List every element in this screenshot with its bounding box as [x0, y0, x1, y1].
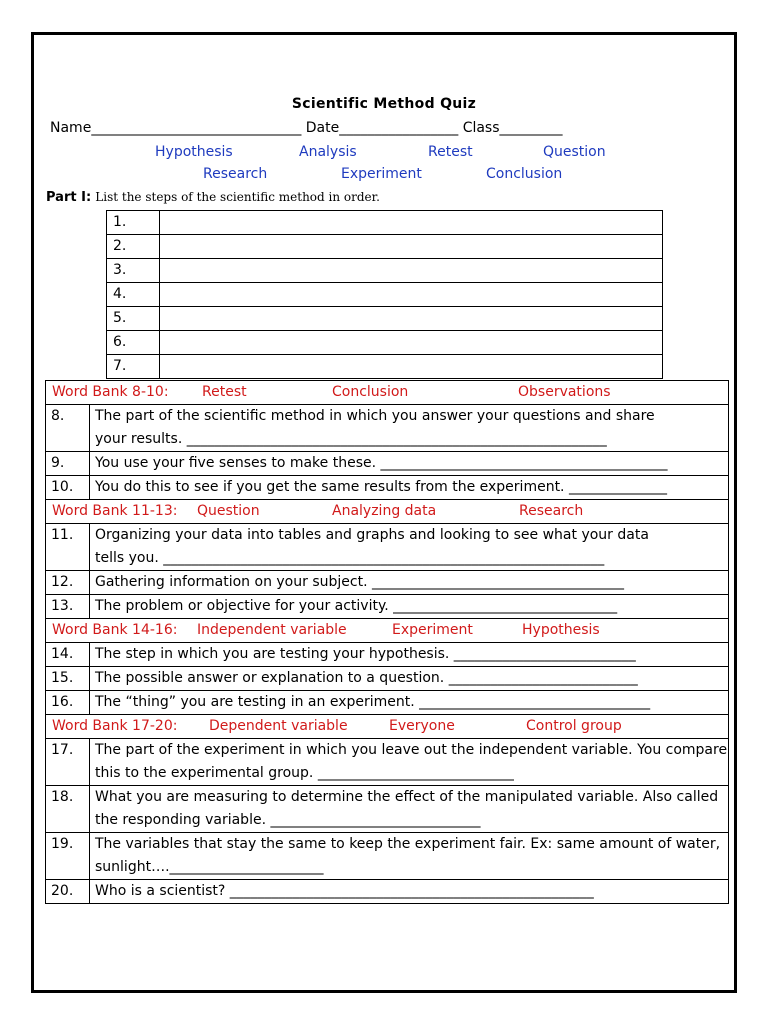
- word-bank-term: Analysis: [299, 144, 357, 160]
- word-bank-cell: [46, 619, 729, 643]
- question-number: 19.: [46, 833, 90, 880]
- bank-word: Experiment: [392, 622, 473, 638]
- question-number: 12.: [46, 571, 90, 595]
- question-cell[interactable]: [90, 691, 729, 715]
- step-number: 2.: [107, 235, 160, 259]
- question-row: [46, 880, 729, 904]
- question-text: The possible answer or explanation to a question. ___________________________: [95, 670, 638, 686]
- question-number: 11.: [46, 524, 90, 571]
- question-row: [46, 452, 729, 476]
- question-text: your results. ____________________________________________________________: [95, 431, 607, 447]
- question-row: [46, 739, 729, 786]
- bank-word: Observations: [518, 384, 611, 400]
- question-cell[interactable]: [90, 595, 729, 619]
- bank-word: Analyzing data: [332, 503, 437, 519]
- step-answer-cell[interactable]: [160, 259, 663, 283]
- question-text: You use your five senses to make these. _________________________________________: [95, 455, 668, 471]
- name-blank[interactable]: ______________________________: [91, 120, 302, 136]
- word-bank-row: [46, 381, 729, 405]
- question-number: 10.: [46, 476, 90, 500]
- bank-word: Conclusion: [332, 384, 409, 400]
- question-text: The part of the scientific method in which you answer your questions and share: [95, 408, 655, 424]
- step-answer-cell[interactable]: [160, 235, 663, 259]
- question-cell[interactable]: [90, 405, 729, 452]
- bank-word: Everyone: [389, 718, 455, 734]
- step-row: [107, 355, 663, 379]
- step-number: 4.: [107, 283, 160, 307]
- bank-word: Control group: [526, 718, 622, 734]
- step-answer-cell[interactable]: [160, 307, 663, 331]
- question-text: The “thing” you are testing in an experiment. _________________________________: [95, 694, 651, 710]
- word-bank-row: [46, 619, 729, 643]
- question-text: sunlight….______________________: [95, 859, 324, 875]
- question-row: [46, 691, 729, 715]
- word-bank-label: Word Bank 8-10:: [52, 384, 169, 400]
- header-fields: [50, 120, 563, 136]
- question-number: 16.: [46, 691, 90, 715]
- question-cell[interactable]: [90, 571, 729, 595]
- class-label: Class: [462, 120, 500, 136]
- question-row: [46, 595, 729, 619]
- step-row: [107, 235, 663, 259]
- question-cell[interactable]: [90, 476, 729, 500]
- bank-word: Retest: [202, 384, 247, 400]
- question-row: [46, 643, 729, 667]
- step-answer-cell[interactable]: [160, 355, 663, 379]
- question-number: 14.: [46, 643, 90, 667]
- date-label: Date: [305, 120, 340, 136]
- questions-table: [45, 380, 729, 904]
- question-cell[interactable]: [90, 880, 729, 904]
- question-row: [46, 786, 729, 833]
- word-bank-term: Retest: [428, 144, 473, 160]
- part1-label: Part I:: [46, 190, 92, 205]
- bank-word: Independent variable: [197, 622, 347, 638]
- question-cell[interactable]: [90, 524, 729, 571]
- question-text: Organizing your data into tables and graphs and looking to see what your data: [95, 527, 649, 543]
- word-bank-row: [46, 715, 729, 739]
- question-cell[interactable]: [90, 643, 729, 667]
- question-cell[interactable]: [90, 452, 729, 476]
- word-bank-term: Research: [203, 166, 268, 182]
- question-row: [46, 571, 729, 595]
- question-text: The problem or objective for your activity. ________________________________: [95, 598, 618, 614]
- part1-heading: [46, 190, 380, 205]
- question-cell[interactable]: [90, 739, 729, 786]
- question-row: [46, 524, 729, 571]
- question-number: 9.: [46, 452, 90, 476]
- step-row: [107, 259, 663, 283]
- question-cell[interactable]: [90, 833, 729, 880]
- question-text: The variables that stay the same to keep the experiment fair. Ex: same amount of water,: [95, 836, 721, 852]
- question-row: [46, 667, 729, 691]
- question-number: 20.: [46, 880, 90, 904]
- question-row: [46, 833, 729, 880]
- step-answer-cell[interactable]: [160, 331, 663, 355]
- word-bank-cell: [46, 715, 729, 739]
- word-bank-cell: [46, 381, 729, 405]
- word-bank-term: Question: [543, 144, 606, 160]
- question-text: tells you. _______________________________________________________________: [95, 550, 605, 566]
- question-text: Who is a scientist? ____________________________________________________: [95, 883, 594, 899]
- steps-table: [106, 210, 663, 379]
- step-row: [107, 331, 663, 355]
- question-text: The part of the experiment in which you leave out the independent variable. You compare: [95, 742, 728, 758]
- name-label: Name: [50, 120, 92, 136]
- question-row: [46, 405, 729, 452]
- question-number: 15.: [46, 667, 90, 691]
- question-text: You do this to see if you get the same results from the experiment. ______________: [95, 479, 667, 495]
- bank-word: Hypothesis: [522, 622, 600, 638]
- step-row: [107, 283, 663, 307]
- word-bank-term: Conclusion: [486, 166, 563, 182]
- question-text: The step in which you are testing your hypothesis. __________________________: [95, 646, 636, 662]
- word-bank-label: Word Bank 11-13:: [52, 503, 178, 519]
- question-cell[interactable]: [90, 786, 729, 833]
- date-blank[interactable]: _________________: [339, 120, 459, 136]
- step-number: 6.: [107, 331, 160, 355]
- step-answer-cell[interactable]: [160, 283, 663, 307]
- question-text: the responding variable. ______________________________: [95, 812, 481, 828]
- question-cell[interactable]: [90, 667, 729, 691]
- step-answer-cell[interactable]: [160, 211, 663, 235]
- bank-word: Question: [197, 503, 260, 519]
- word-bank-term: Experiment: [341, 166, 422, 182]
- step-row: [107, 211, 663, 235]
- question-number: 17.: [46, 739, 90, 786]
- question-row: [46, 476, 729, 500]
- step-number: 7.: [107, 355, 160, 379]
- word-bank-label: Word Bank 17-20:: [52, 718, 178, 734]
- question-text: What you are measuring to determine the effect of the manipulated variable. Also called: [95, 789, 719, 805]
- step-number: 5.: [107, 307, 160, 331]
- step-row: [107, 307, 663, 331]
- word-bank-row: [46, 500, 729, 524]
- word-bank-term: Hypothesis: [155, 144, 233, 160]
- word-bank-label: Word Bank 14-16:: [52, 622, 178, 638]
- question-text: this to the experimental group. ____________________________: [95, 765, 514, 781]
- step-number: 1.: [107, 211, 160, 235]
- question-number: 8.: [46, 405, 90, 452]
- question-text: Gathering information on your subject. ____________________________________: [95, 574, 624, 590]
- quiz-title: Scientific Method Quiz: [291, 96, 477, 112]
- question-number: 13.: [46, 595, 90, 619]
- word-bank-cell: [46, 500, 729, 524]
- part1-instructions: List the steps of the scientific method in order.: [95, 190, 380, 204]
- class-blank[interactable]: _________: [499, 120, 563, 136]
- bank-word: Research: [519, 503, 584, 519]
- question-number: 18.: [46, 786, 90, 833]
- bank-word: Dependent variable: [209, 718, 348, 734]
- step-number: 3.: [107, 259, 160, 283]
